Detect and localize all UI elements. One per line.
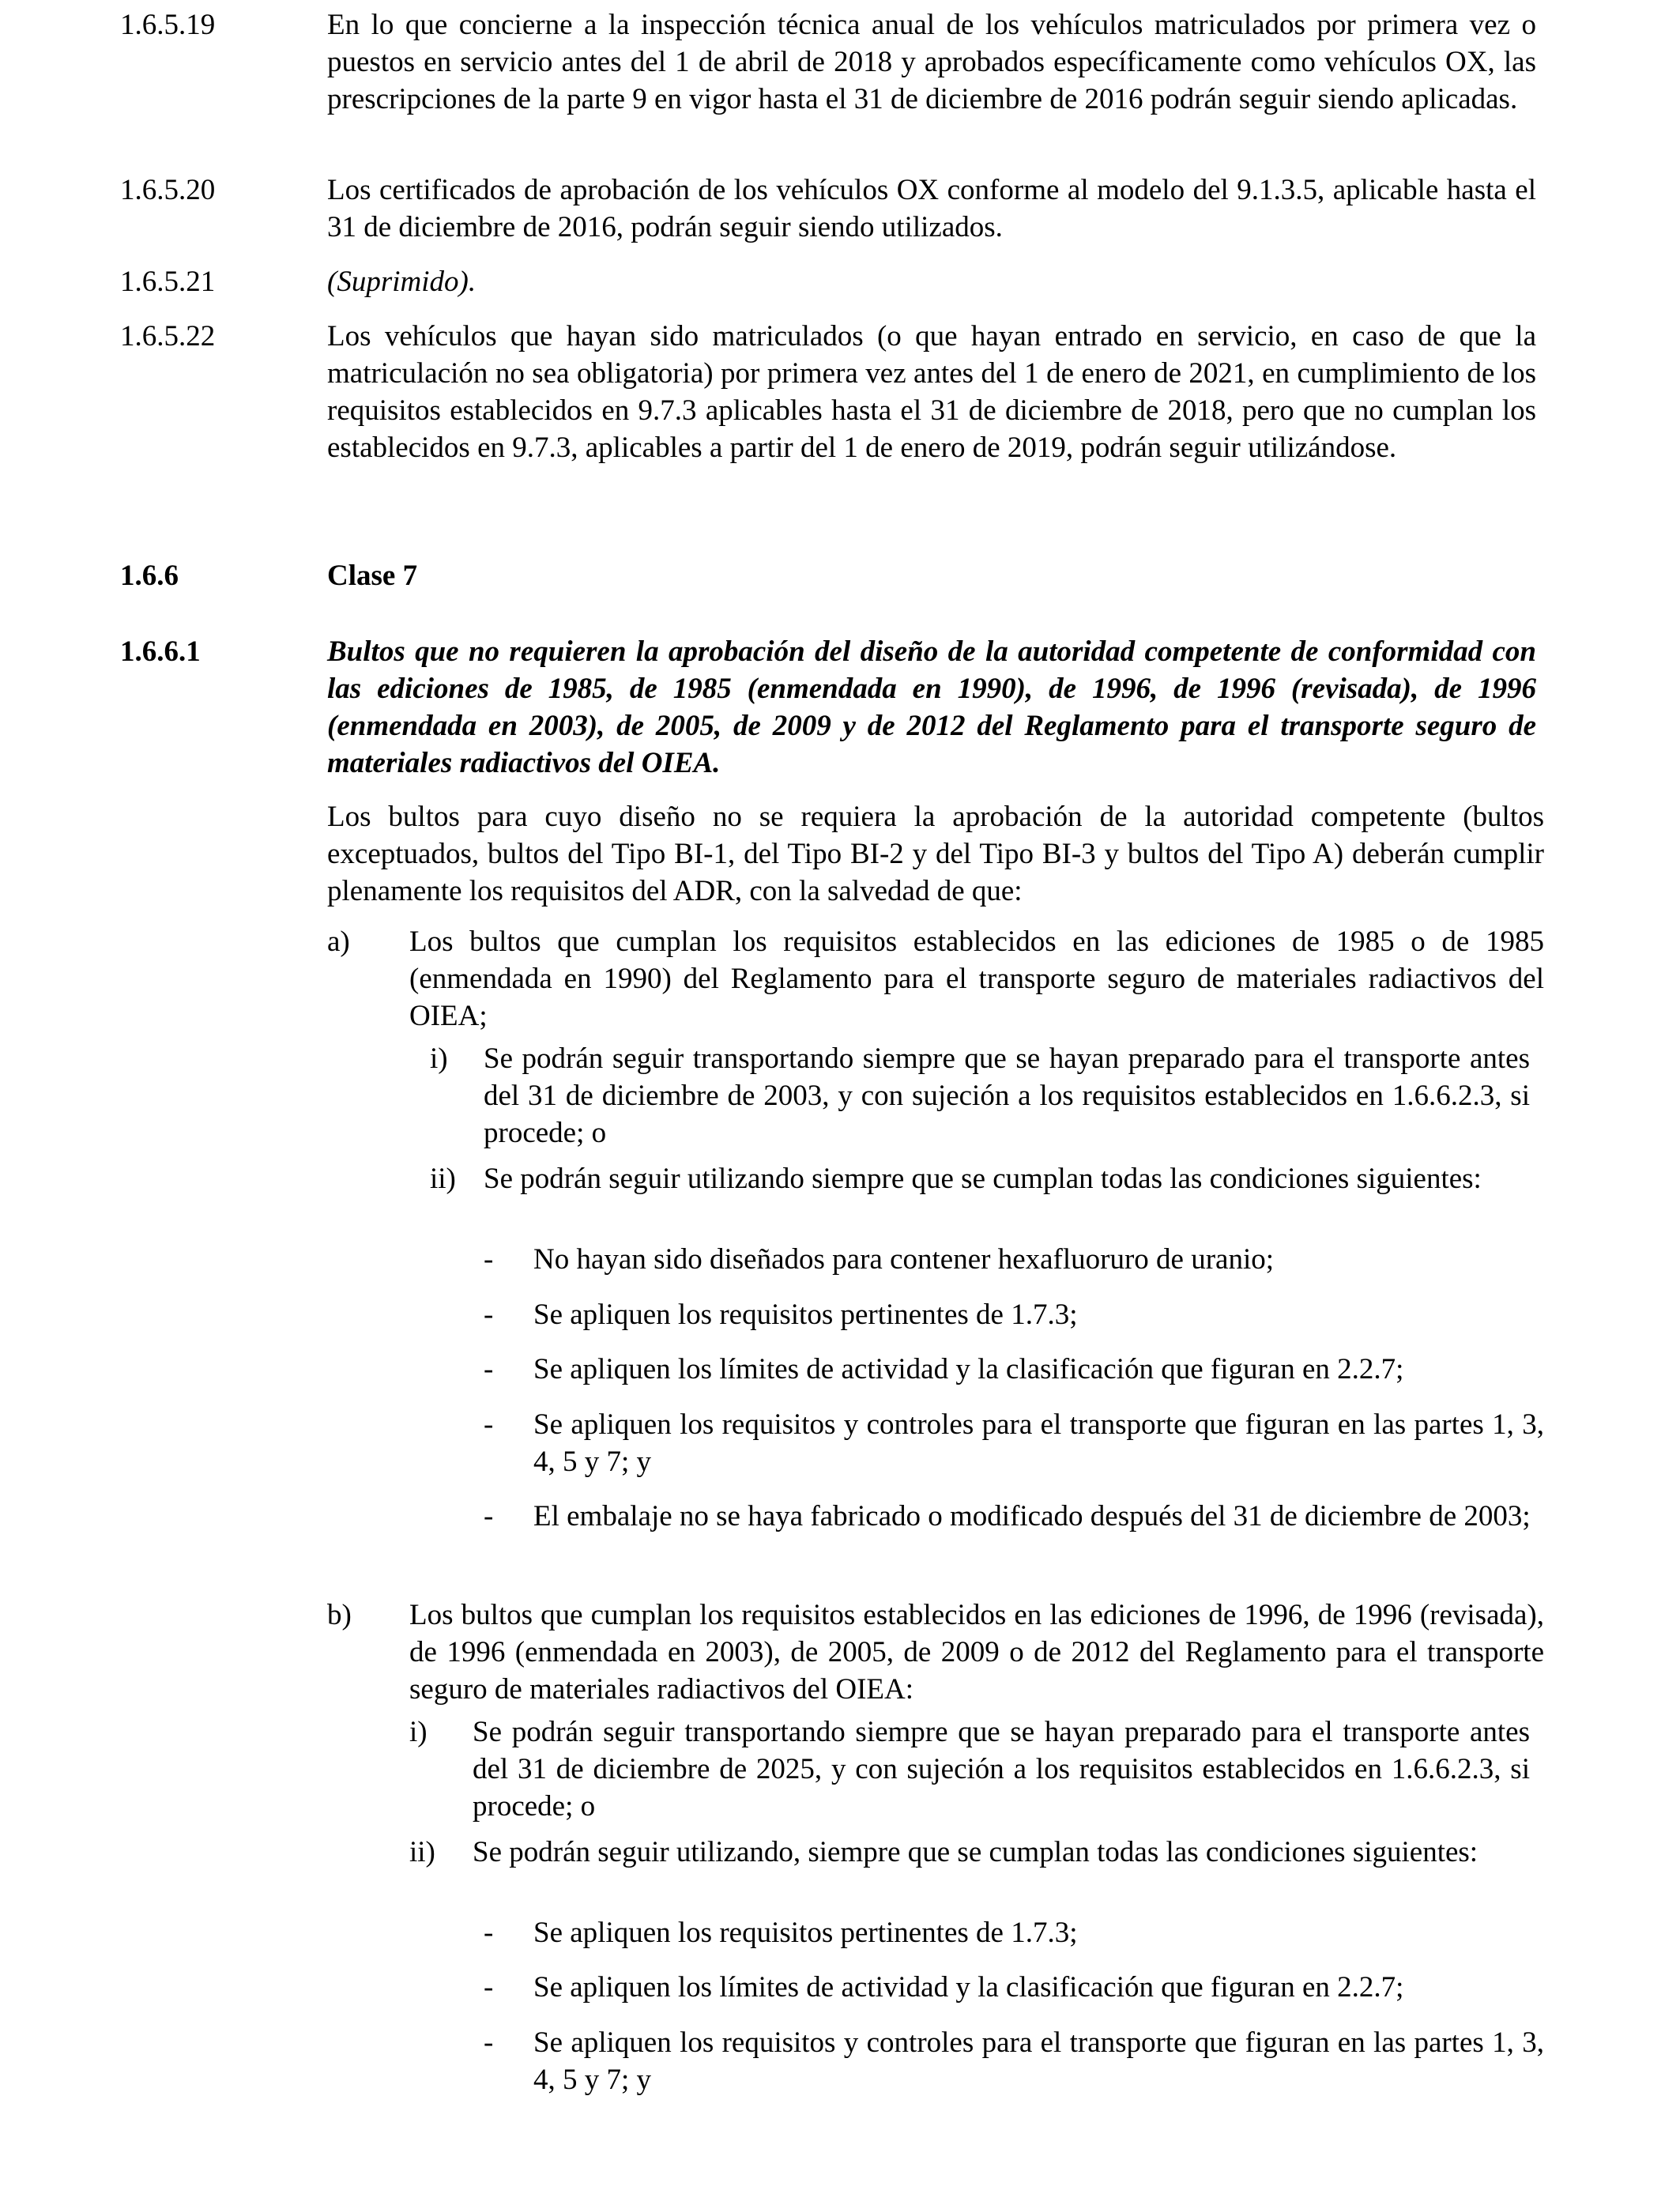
list-marker-b-ii: ii): [409, 1836, 435, 1868]
dash-marker: -: [484, 1243, 494, 1276]
dash-item: No hayan sido diseñados para contener hexafluoruro de uranio;: [533, 1243, 1275, 1276]
dash-item: Se apliquen los límites de actividad y la clasificación que figuran en 2.2.7;: [533, 1971, 1404, 2004]
paragraph-number: 1.6.5.21: [120, 266, 216, 298]
list-item-a: Los bultos que cumplan los requisitos establecidos en las ediciones de 1985 o de 1985 (enmendada en 1990) del Reglamento para el transporte seguro de materiales radiactivos del OIEA;: [409, 925, 1544, 1032]
list-item-a-ii: Se podrán seguir utilizando siempre que se cumplan todas las condiciones siguientes:: [484, 1163, 1482, 1195]
list-item-b-i: Se podrán seguir transportando siempre que se hayan preparado para el transporte antes del 31 de diciembre de 2025, y con sujeción a los requisitos establecidos en 1.6.6.2.3, si procede; o: [473, 1716, 1530, 1823]
paragraph-text: (Suprimido).: [327, 266, 477, 298]
list-item-b: Los bultos que cumplan los requisitos establecidos en las ediciones de 1996, de 1996 (revisada), de 1996 (enmendada en 2003), de 2005, de 2009 o de 2012 del Reglamento para el transporte seguro de materiales radiactivos del OIEA:: [409, 1599, 1544, 1706]
list-marker-a-ii: ii): [430, 1163, 456, 1195]
dash-item: Se apliquen los requisitos y controles para el transporte que figuran en las partes 1, 3, 4, 5 y 7; y: [533, 2026, 1544, 2096]
dash-marker: -: [484, 1408, 494, 1441]
list-marker-b-i: i): [409, 1716, 428, 1748]
subsection-intro: Los bultos para cuyo diseño no se requiera la aprobación de la autoridad competente (bultos exceptuados, bultos del Tipo BI-1, del Tipo BI-2 y del Tipo BI-3 y bultos del Tipo A) deberán cumplir plenamente los requisitos del ADR, con la salvedad de que:: [327, 801, 1544, 907]
dash-item: Se apliquen los requisitos pertinentes de 1.7.3;: [533, 1299, 1078, 1331]
paragraph-number: 1.6.5.22: [120, 320, 216, 352]
dash-marker: -: [484, 1500, 494, 1532]
dash-marker: -: [484, 1917, 494, 1949]
paragraph-text: Los certificados de aprobación de los vehículos OX conforme al modelo del 9.1.3.5, aplicable hasta el 31 de diciembre de 2016, podrán seguir siendo utilizados.: [327, 174, 1536, 243]
dash-item: Se apliquen los requisitos pertinentes de 1.7.3;: [533, 1917, 1078, 1949]
paragraph-number: 1.6.5.19: [120, 9, 216, 41]
list-marker-a-i: i): [430, 1042, 448, 1075]
section-title: Clase 7: [327, 560, 418, 592]
dash-item: Se apliquen los requisitos y controles para el transporte que figuran en las partes 1, 3, 4, 5 y 7; y: [533, 1408, 1544, 1478]
subsection-title: Bultos que no requieren la aprobación del diseño de la autoridad competente de conformidad con las ediciones de 1985, de 1985 (enmendada en 1990), de 1996, de 1996 (revisada), de 1996 (enmendada en 2003), de 2005, de 2009 y de 2012 del Reglamento para el transporte seguro de materiales radiactivos del OIEA.: [327, 635, 1536, 779]
dash-marker: -: [484, 1299, 494, 1331]
list-item-a-i: Se podrán seguir transportando siempre que se hayan preparado para el transporte antes del 31 de diciembre de 2003, y con sujeción a los requisitos establecidos en 1.6.6.2.3, si procede; o: [484, 1042, 1530, 1149]
dash-item: Se apliquen los límites de actividad y la clasificación que figuran en 2.2.7;: [533, 1353, 1404, 1385]
paragraph-text: Los vehículos que hayan sido matriculados (o que hayan entrado en servicio, en caso de que la matriculación no sea obligatoria) por primera vez antes del 1 de enero de 2021, en cumplimiento de los requisitos establecidos en 9.7.3 aplicables hasta el 31 de diciembre de 2018, pero que no cumplan los establecidos en 9.7.3, aplicables a partir del 1 de enero de 2019, podrán seguir utilizándose.: [327, 320, 1536, 464]
dash-marker: -: [484, 1353, 494, 1385]
subsection-number: 1.6.6.1: [120, 635, 201, 668]
paragraph-number: 1.6.5.20: [120, 174, 216, 206]
dash-marker: -: [484, 2026, 494, 2059]
list-item-b-ii: Se podrán seguir utilizando, siempre que se cumplan todas las condiciones siguientes:: [473, 1836, 1478, 1868]
paragraph-text: En lo que concierne a la inspección técnica anual de los vehículos matriculados por primera vez o puestos en servicio antes del 1 de abril de 2018 y aprobados específicamente como vehículos OX, las prescripciones de la parte 9 en vigor hasta el 31 de diciembre de 2016 podrán seguir siendo aplicadas.: [327, 9, 1536, 115]
dash-marker: -: [484, 1971, 494, 2004]
section-number: 1.6.6: [120, 560, 179, 592]
dash-item: El embalaje no se haya fabricado o modificado después del 31 de diciembre de 2003;: [533, 1500, 1531, 1532]
list-marker-b: b): [327, 1599, 352, 1631]
list-marker-a: a): [327, 925, 350, 958]
